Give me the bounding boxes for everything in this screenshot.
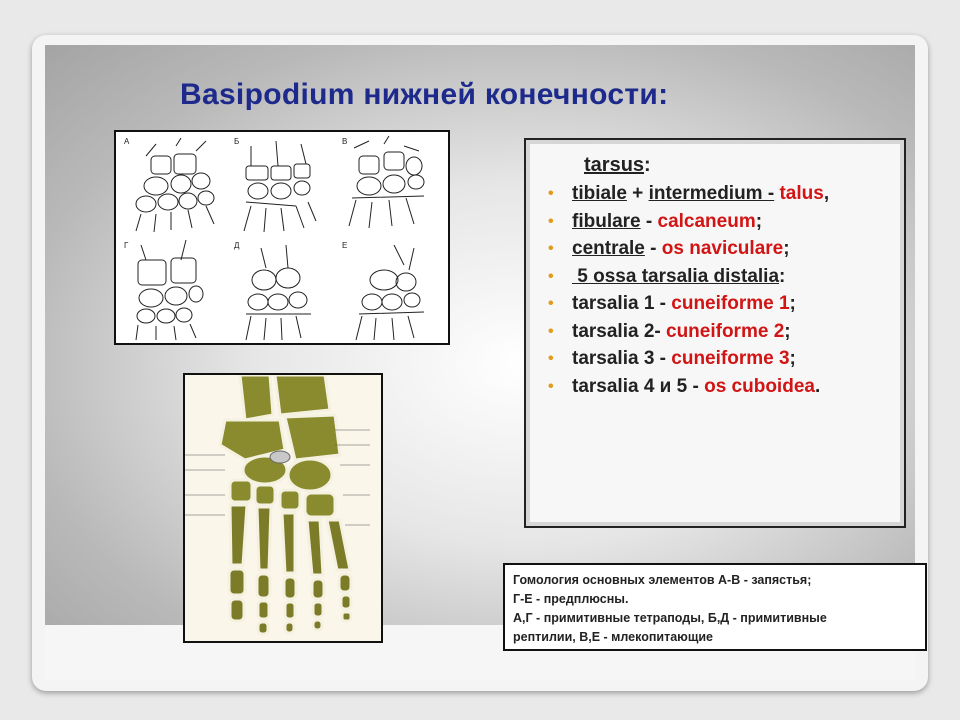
list-item (544, 347, 894, 370)
caption-line: Гомология основных элементов А-В - запястья; (513, 573, 812, 587)
homology-sketches-figure (114, 130, 450, 345)
item-part: tarsalia 1 - (572, 293, 672, 314)
list-item (544, 320, 894, 343)
item-part: cuneiforme 3 (671, 348, 790, 369)
sketch-c (349, 136, 424, 228)
item-part: ; (783, 238, 790, 259)
item-part: tarsalia 3 - (572, 348, 672, 369)
list-item (544, 292, 894, 315)
figure-caption (503, 563, 927, 651)
sketches-svg (116, 132, 448, 343)
item-part: : (779, 265, 786, 287)
bullet-icon: • (548, 240, 554, 257)
sketch-f (356, 245, 424, 340)
foot-skeleton-svg (185, 375, 381, 641)
item-part: os naviculare (661, 238, 784, 259)
tarsus-heading-colon: : (644, 154, 651, 176)
item-part: , (823, 183, 830, 204)
item-part: - (644, 238, 662, 259)
list-item (544, 237, 894, 260)
item-part: 5 ossa tarsalia distalia (572, 265, 780, 287)
tarsus-heading-word: tarsus (584, 154, 645, 176)
fig-label-e: Д (234, 241, 240, 250)
item-part: ; (755, 210, 763, 232)
item-part: intermedium - (648, 183, 775, 204)
sketch-b (244, 141, 316, 232)
list-item (544, 375, 894, 398)
tarsus-text-box (524, 138, 906, 528)
item-part: cuneiforme 2 (666, 320, 785, 342)
item-part: cuneiforme 1 (671, 293, 790, 314)
item-part: + (626, 183, 649, 204)
bullet-icon: • (548, 212, 554, 230)
item-part: - (640, 210, 658, 232)
item-part: calcaneum (657, 210, 756, 232)
sketch-e (246, 245, 311, 340)
tarsus-heading (584, 154, 651, 177)
tarsus-list (544, 182, 894, 402)
bullet-icon: • (548, 185, 554, 202)
item-part: tarsalia 4 и 5 - (572, 375, 705, 397)
bullet-icon: • (548, 350, 554, 367)
sketch-d (136, 240, 203, 340)
caption-line: рептилии, В,Е - млекопитающие (513, 630, 714, 644)
caption-line: А,Г - примитивные тетраподы, Б,Д - примитивные (513, 611, 827, 625)
bullet-icon: • (548, 377, 554, 395)
sketch-a (136, 138, 214, 232)
slide-title: Basipodium нижней конечности: (180, 78, 669, 111)
bullet-icon: • (548, 295, 554, 312)
fig-label-d: Г (124, 241, 129, 250)
fig-label-a: А (124, 137, 130, 146)
item-part: ; (784, 320, 791, 342)
item-part: ; (789, 348, 796, 369)
item-part: os cuboidea (704, 375, 815, 397)
item-part: tibiale (572, 183, 627, 204)
list-item (544, 265, 894, 288)
fig-label-c: В (342, 137, 348, 146)
foot-skeleton-figure (183, 373, 383, 643)
bullet-icon: • (548, 267, 554, 285)
item-part: fibulare (572, 210, 641, 232)
fig-label-b: Б (234, 137, 240, 146)
item-part: ; (789, 293, 796, 314)
item-part: tarsalia 2- (572, 320, 666, 342)
fig-label-f: Е (342, 241, 348, 250)
list-item (544, 210, 894, 233)
item-part: talus (774, 183, 824, 204)
caption-line: Г-Е - предплюсны. (513, 592, 629, 606)
item-part: centrale (572, 238, 645, 259)
list-item (544, 182, 894, 205)
bullet-icon: • (548, 322, 554, 340)
item-part: . (814, 375, 821, 397)
